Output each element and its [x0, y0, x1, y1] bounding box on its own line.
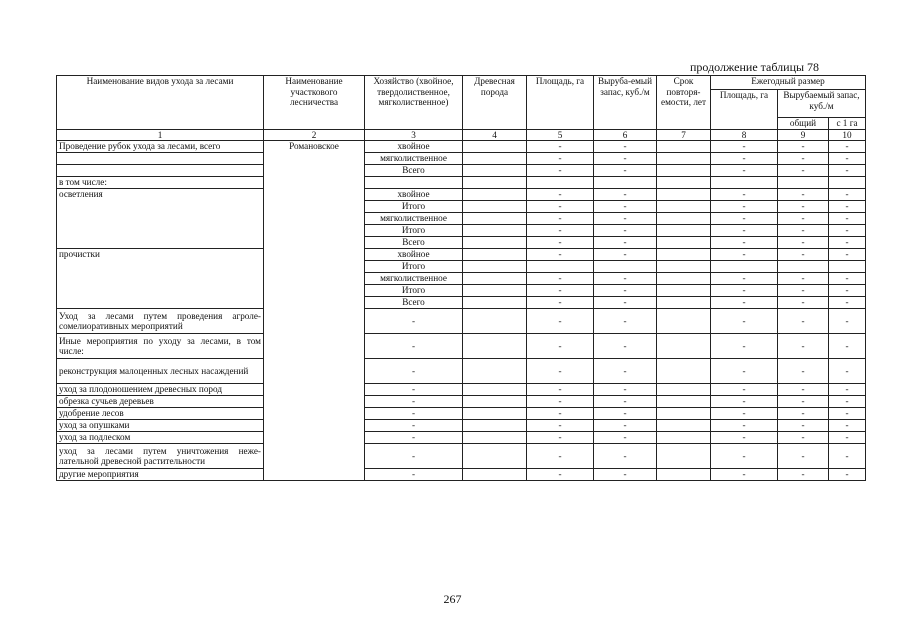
annual-total-cell: - — [778, 309, 829, 334]
cut-stock-cell: - — [594, 237, 657, 249]
annual-per-ha-cell: - — [829, 153, 866, 165]
annual-per-ha-cell: - — [829, 309, 866, 334]
header-annual-stock: Вырубаемый запас, куб./м — [778, 90, 866, 118]
table-row — [57, 334, 866, 359]
annual-total-cell: - — [778, 432, 829, 444]
period-cell — [657, 469, 711, 481]
area-cell: - — [527, 141, 594, 153]
area-cell: - — [527, 384, 594, 396]
row-name: уход за подлеском — [57, 432, 264, 444]
annual-per-ha-cell: - — [829, 189, 866, 201]
annual-area-cell: - — [711, 273, 778, 285]
period-cell — [657, 189, 711, 201]
column-number: 6 — [594, 129, 657, 141]
annual-total-cell: - — [778, 225, 829, 237]
period-cell — [657, 141, 711, 153]
annual-per-ha-cell: - — [829, 469, 866, 481]
species-cell — [463, 141, 527, 153]
annual-area-cell: - — [711, 285, 778, 297]
cut-stock-cell: - — [594, 420, 657, 432]
species-cell — [463, 261, 527, 273]
header-species: Древесная порода — [463, 76, 527, 130]
economy-cell: хвойное — [365, 189, 463, 201]
period-cell — [657, 225, 711, 237]
cut-stock-cell: - — [594, 408, 657, 420]
annual-area-cell: - — [711, 141, 778, 153]
area-cell: - — [527, 297, 594, 309]
economy-cell: мягколиственное — [365, 153, 463, 165]
cut-stock-cell: - — [594, 153, 657, 165]
period-cell — [657, 201, 711, 213]
annual-area-cell: - — [711, 153, 778, 165]
header-district: Наименование участкового лесничества — [264, 76, 365, 130]
annual-area-cell: - — [711, 237, 778, 249]
economy-cell: Итого — [365, 285, 463, 297]
header-total: общий — [778, 118, 829, 130]
species-cell — [463, 444, 527, 469]
area-cell: - — [527, 225, 594, 237]
row-name: удобрение лесов — [57, 408, 264, 420]
period-cell — [657, 444, 711, 469]
header-area: Площадь, га — [527, 76, 594, 130]
annual-total-cell: - — [778, 297, 829, 309]
area-cell: - — [527, 249, 594, 261]
species-cell — [463, 213, 527, 225]
annual-per-ha-cell: - — [829, 432, 866, 444]
cut-stock-cell: - — [594, 165, 657, 177]
row-name: Иные мероприятия по уходу за лесами, в том числе: — [57, 334, 264, 359]
column-number: 7 — [657, 129, 711, 141]
area-cell: - — [527, 285, 594, 297]
economy-cell: - — [365, 384, 463, 396]
forest-care-table — [56, 75, 866, 481]
cut-stock-cell: - — [594, 297, 657, 309]
annual-total-cell — [778, 261, 829, 273]
header-per-ha: с 1 га — [829, 118, 866, 130]
economy-cell: - — [365, 444, 463, 469]
period-cell — [657, 153, 711, 165]
annual-area-cell: - — [711, 432, 778, 444]
annual-area-cell: - — [711, 297, 778, 309]
annual-total-cell: - — [778, 396, 829, 408]
row-name — [57, 153, 264, 165]
table-row — [57, 165, 866, 177]
annual-per-ha-cell: - — [829, 359, 866, 384]
annual-area-cell: - — [711, 249, 778, 261]
area-cell: - — [527, 469, 594, 481]
page-number: 267 — [443, 592, 462, 606]
table-row — [57, 420, 866, 432]
annual-per-ha-cell: - — [829, 408, 866, 420]
cut-stock-cell: - — [594, 285, 657, 297]
period-cell — [657, 297, 711, 309]
annual-total-cell — [778, 177, 829, 189]
annual-per-ha-cell: - — [829, 141, 866, 153]
annual-area-cell: - — [711, 309, 778, 334]
species-cell — [463, 469, 527, 481]
annual-total-cell: - — [778, 165, 829, 177]
annual-per-ha-cell: - — [829, 165, 866, 177]
annual-total-cell: - — [778, 469, 829, 481]
annual-per-ha-cell: - — [829, 420, 866, 432]
economy-cell — [365, 177, 463, 189]
annual-area-cell: - — [711, 213, 778, 225]
area-cell: - — [527, 408, 594, 420]
cut-stock-cell: - — [594, 225, 657, 237]
economy-cell: - — [365, 469, 463, 481]
cut-stock-cell: - — [594, 249, 657, 261]
header-cut-stock: Выруба-емый запас, куб./м — [594, 76, 657, 130]
area-cell: - — [527, 444, 594, 469]
period-cell — [657, 309, 711, 334]
economy-cell: хвойное — [365, 141, 463, 153]
cut-stock-cell — [594, 177, 657, 189]
species-cell — [463, 237, 527, 249]
table-row — [57, 359, 866, 384]
annual-area-cell: - — [711, 165, 778, 177]
cut-stock-cell: - — [594, 201, 657, 213]
species-cell — [463, 359, 527, 384]
table-row — [57, 444, 866, 469]
period-cell — [657, 396, 711, 408]
area-cell: - — [527, 237, 594, 249]
area-cell: - — [527, 153, 594, 165]
annual-area-cell: - — [711, 444, 778, 469]
row-name — [57, 165, 264, 177]
annual-area-cell: - — [711, 384, 778, 396]
cut-stock-cell — [594, 261, 657, 273]
economy-cell: мягколиственное — [365, 213, 463, 225]
table-row — [57, 153, 866, 165]
row-name: осветления — [57, 189, 264, 249]
row-name: Уход за лесами путем проведения агроле-сомелиоративных мероприятий — [57, 309, 264, 334]
period-cell — [657, 384, 711, 396]
species-cell — [463, 297, 527, 309]
annual-total-cell: - — [778, 444, 829, 469]
annual-area-cell: - — [711, 408, 778, 420]
row-name: реконструкция малоценных лесных насаждений — [57, 359, 264, 384]
table-caption: продолжение таблицы 78 — [690, 60, 820, 74]
annual-area-cell: - — [711, 420, 778, 432]
cut-stock-cell: - — [594, 189, 657, 201]
economy-cell: - — [365, 309, 463, 334]
area-cell: - — [527, 334, 594, 359]
area-cell — [527, 261, 594, 273]
economy-cell: Итого — [365, 225, 463, 237]
column-number: 5 — [527, 129, 594, 141]
area-cell: - — [527, 189, 594, 201]
annual-area-cell — [711, 261, 778, 273]
table-row — [57, 408, 866, 420]
economy-cell: Итого — [365, 201, 463, 213]
area-cell: - — [527, 165, 594, 177]
header-economy: Хозяйство (хвойное, твердолиственное, мягколиственное) — [365, 76, 463, 130]
annual-per-ha-cell — [829, 177, 866, 189]
annual-per-ha-cell: - — [829, 285, 866, 297]
period-cell — [657, 249, 711, 261]
species-cell — [463, 201, 527, 213]
economy-cell: - — [365, 334, 463, 359]
period-cell — [657, 261, 711, 273]
header-annual-area: Площадь, га — [711, 90, 778, 130]
annual-per-ha-cell: - — [829, 334, 866, 359]
annual-total-cell: - — [778, 273, 829, 285]
column-number: 4 — [463, 129, 527, 141]
annual-total-cell: - — [778, 201, 829, 213]
species-cell — [463, 285, 527, 297]
district-name: Романовское — [264, 141, 365, 481]
annual-area-cell: - — [711, 396, 778, 408]
column-number: 1 — [57, 129, 264, 141]
cut-stock-cell: - — [594, 384, 657, 396]
species-cell — [463, 420, 527, 432]
annual-per-ha-cell: - — [829, 444, 866, 469]
annual-per-ha-cell: - — [829, 213, 866, 225]
column-number: 9 — [778, 129, 829, 141]
row-name: уход за лесами путем уничтожения неже-лательной древесной растительности — [57, 444, 264, 469]
cut-stock-cell: - — [594, 444, 657, 469]
area-cell: - — [527, 432, 594, 444]
period-cell — [657, 213, 711, 225]
column-number: 8 — [711, 129, 778, 141]
species-cell — [463, 432, 527, 444]
annual-total-cell: - — [778, 384, 829, 396]
period-cell — [657, 359, 711, 384]
column-number: 2 — [264, 129, 365, 141]
area-cell: - — [527, 396, 594, 408]
area-cell: - — [527, 273, 594, 285]
annual-total-cell: - — [778, 359, 829, 384]
area-cell: - — [527, 420, 594, 432]
header-kind: Наименование видов ухода за лесами — [57, 76, 264, 130]
economy-cell: - — [365, 420, 463, 432]
species-cell — [463, 165, 527, 177]
period-cell — [657, 165, 711, 177]
economy-cell: - — [365, 359, 463, 384]
period-cell — [657, 432, 711, 444]
table-row — [57, 249, 866, 261]
annual-per-ha-cell — [829, 261, 866, 273]
period-cell — [657, 420, 711, 432]
economy-cell: - — [365, 432, 463, 444]
annual-per-ha-cell: - — [829, 297, 866, 309]
cut-stock-cell: - — [594, 469, 657, 481]
cut-stock-cell: - — [594, 396, 657, 408]
annual-total-cell: - — [778, 285, 829, 297]
species-cell — [463, 396, 527, 408]
period-cell — [657, 273, 711, 285]
table-row — [57, 189, 866, 201]
annual-total-cell: - — [778, 420, 829, 432]
annual-area-cell: - — [711, 359, 778, 384]
economy-cell: Всего — [365, 297, 463, 309]
period-cell — [657, 285, 711, 297]
annual-area-cell: - — [711, 201, 778, 213]
annual-total-cell: - — [778, 189, 829, 201]
annual-total-cell: - — [778, 141, 829, 153]
economy-cell: мягколиственное — [365, 273, 463, 285]
species-cell — [463, 153, 527, 165]
period-cell — [657, 408, 711, 420]
area-cell: - — [527, 213, 594, 225]
species-cell — [463, 309, 527, 334]
annual-area-cell: - — [711, 334, 778, 359]
annual-total-cell: - — [778, 408, 829, 420]
annual-total-cell: - — [778, 249, 829, 261]
economy-cell: - — [365, 396, 463, 408]
annual-per-ha-cell: - — [829, 249, 866, 261]
period-cell — [657, 334, 711, 359]
cut-stock-cell: - — [594, 432, 657, 444]
cut-stock-cell: - — [594, 273, 657, 285]
table-row — [57, 469, 866, 481]
species-cell — [463, 273, 527, 285]
annual-per-ha-cell: - — [829, 384, 866, 396]
species-cell — [463, 177, 527, 189]
row-name: обрезка сучьев деревьев — [57, 396, 264, 408]
annual-total-cell: - — [778, 334, 829, 359]
header-annual: Ежегодный размер — [711, 76, 866, 90]
economy-cell: Всего — [365, 165, 463, 177]
row-name: Проведение рубок ухода за лесами, всего — [57, 141, 264, 153]
economy-cell: - — [365, 408, 463, 420]
species-cell — [463, 225, 527, 237]
table-row — [57, 384, 866, 396]
area-cell — [527, 177, 594, 189]
row-name: прочистки — [57, 249, 264, 309]
row-name: уход за плодоношением древесных пород — [57, 384, 264, 396]
annual-total-cell: - — [778, 237, 829, 249]
column-number: 10 — [829, 129, 866, 141]
header-period: Срок повторя-емости, лет — [657, 76, 711, 130]
species-cell — [463, 334, 527, 359]
annual-total-cell: - — [778, 153, 829, 165]
annual-per-ha-cell: - — [829, 273, 866, 285]
row-name: другие мероприятия — [57, 469, 264, 481]
area-cell: - — [527, 201, 594, 213]
economy-cell: Итого — [365, 261, 463, 273]
species-cell — [463, 249, 527, 261]
row-name: в том числе: — [57, 177, 264, 189]
cut-stock-cell: - — [594, 334, 657, 359]
cut-stock-cell: - — [594, 213, 657, 225]
annual-per-ha-cell: - — [829, 201, 866, 213]
column-number: 3 — [365, 129, 463, 141]
annual-per-ha-cell: - — [829, 396, 866, 408]
species-cell — [463, 408, 527, 420]
table-row — [57, 177, 866, 189]
row-name: уход за опушками — [57, 420, 264, 432]
economy-cell: хвойное — [365, 249, 463, 261]
period-cell — [657, 177, 711, 189]
species-cell — [463, 189, 527, 201]
cut-stock-cell: - — [594, 309, 657, 334]
period-cell — [657, 237, 711, 249]
cut-stock-cell: - — [594, 359, 657, 384]
annual-area-cell: - — [711, 189, 778, 201]
species-cell — [463, 384, 527, 396]
table-row — [57, 432, 866, 444]
annual-area-cell: - — [711, 225, 778, 237]
table-row — [57, 396, 866, 408]
annual-total-cell: - — [778, 213, 829, 225]
table-row — [57, 141, 866, 153]
annual-area-cell — [711, 177, 778, 189]
area-cell: - — [527, 359, 594, 384]
area-cell: - — [527, 309, 594, 334]
annual-per-ha-cell: - — [829, 225, 866, 237]
annual-per-ha-cell: - — [829, 237, 866, 249]
table-row — [57, 309, 866, 334]
cut-stock-cell: - — [594, 141, 657, 153]
annual-area-cell: - — [711, 469, 778, 481]
economy-cell: Всего — [365, 237, 463, 249]
